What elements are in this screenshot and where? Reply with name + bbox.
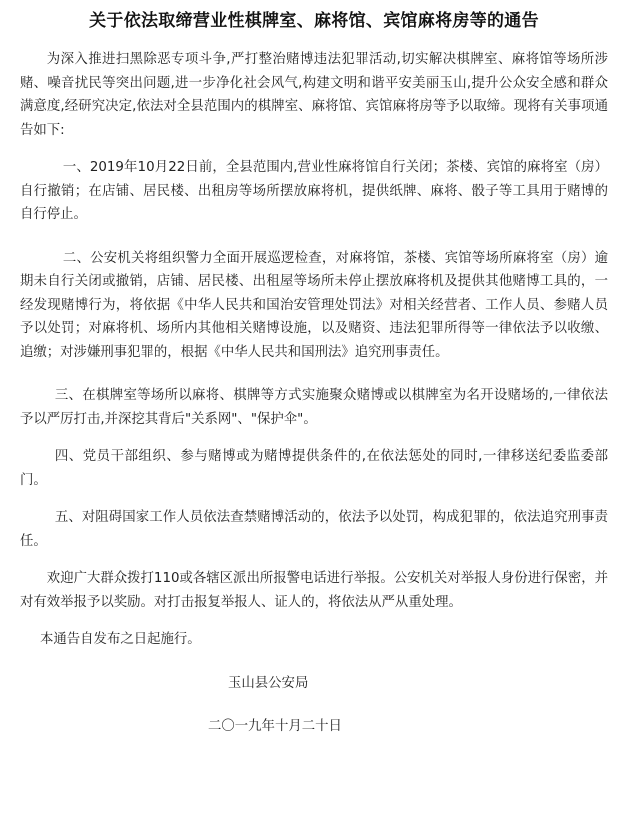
notice-effective-statement: 本通告自发布之日起施行。 <box>40 632 201 647</box>
notice-item-2: 二、公安机关将组织警力全面开展巡逻检查，对麻将馆，茶楼、宾馆等场所麻将室（房）逾期未自行关闭或撤销，店铺、居民楼、出租屋等场所未停止摆放麻将机及提供其他赌博工具的，一经发现赌博行为，将依据《中华人民共和国治安管理处罚法》对相关经营者、工作人员、参赌人员予以处罚；对麻将机、场所内其他相关赌博设施，以及赌资、违法犯罪所得等一律依法予以收缴、追缴；对涉嫌刑事犯罪的，根据《中华人民共和国刑法》追究刑事责任。 <box>20 250 608 360</box>
notice-report-paragraph: 欢迎广大群众拨打110或各辖区派出所报警电话进行举报。公安机关对举报人身份进行保密，并对有效举报予以奖励。对打击报复举报人、证人的，将依法从严从重处理。 <box>20 571 608 610</box>
notice-intro: 为深入推进扫黑除恶专项斗争,严打整治赌博违法犯罪活动,切实解决棋牌室、麻将馆等场所涉赌、噪音扰民等突出问题,进一步净化社会风气,构建文明和谐平安美丽玉山,提升公众安全感和群众满意度,经研究决定,依法对全县范围内的棋牌室、麻将馆、宾馆麻将房等予以取缔。现将有关事项通告如下: <box>20 52 608 138</box>
issue-date: 二〇一九年十月二十日 <box>208 719 342 734</box>
notice-item-5: 五、对阻碍国家工作人员依法查禁赌博活动的，依法予以处罚，构成犯罪的，依法追究刑事责任。 <box>20 510 608 549</box>
issuer-signature: 玉山县公安局 <box>228 675 309 691</box>
notice-title: 关于依法取缔营业性棋牌室、麻将馆、宾馆麻将房等的通告 <box>89 11 539 31</box>
notice-item-4: 四、党员干部组织、参与赌博或为赌博提供条件的,在依法惩处的同时,一律移送纪委监委部门。 <box>20 449 608 488</box>
notice-item-3: 三、在棋牌室等场所以麻将、棋牌等方式实施聚众赌博或以棋牌室为名开设赌场的,一律依法予以严厉打击,并深挖其背后"关系网"、"保护伞"。 <box>20 388 608 427</box>
notice-item-1: 一、2019年10月22日前，全县范围内,营业性麻将馆自行关闭；茶楼、宾馆的麻将室（房）自行撤销；在店铺、居民楼、出租房等场所摆放麻将机，提供纸牌、麻将、骰子等工具用于赌博的自行停止。 <box>20 160 608 222</box>
